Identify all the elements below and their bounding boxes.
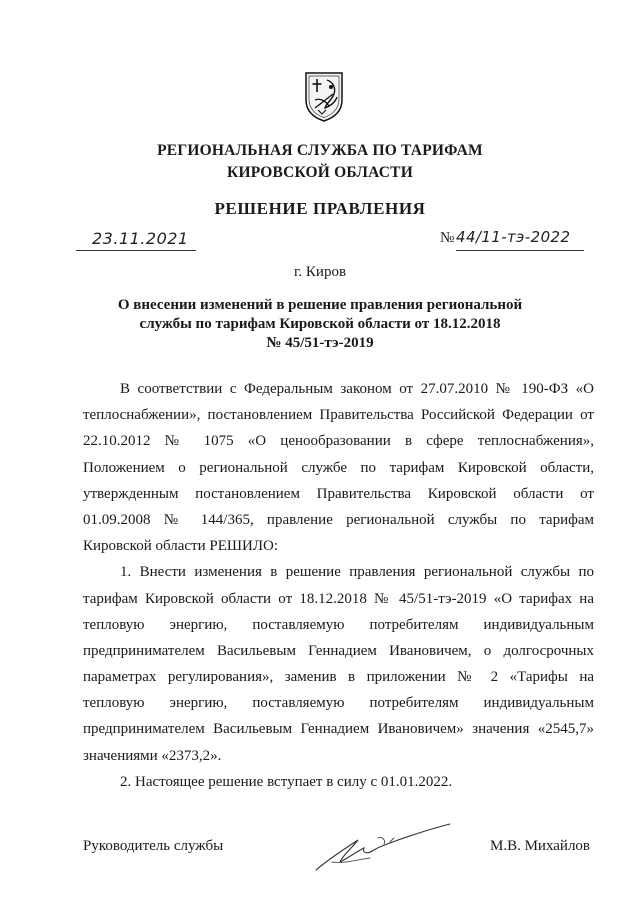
subject-line-3: № 45/51-тэ-2019 (266, 335, 374, 351)
body-line: 2. Настоящее решение вступает в силу с 01.01.2022. (120, 773, 453, 790)
document-body (83, 376, 594, 795)
body-line: параметрах регулирования», заменив в приложении № 2 «Тарифы на (83, 669, 594, 686)
handwritten-signature (312, 818, 454, 878)
body-line: Кировской области РЕШИЛО: (83, 538, 279, 555)
document-type: РЕШЕНИЕ ПРАВЛЕНИЯ (214, 199, 426, 218)
body-line: Положением о региональной службе по тарифам Кировской области, (83, 459, 594, 476)
subject-line-1: О внесении изменений в решение правления региональной (117, 297, 523, 313)
number-sign: № (440, 230, 455, 246)
body-line: 22.10.2012 № 1075 «О ценообразовании в сфере теплоснабжения», (83, 433, 594, 450)
body-line: утвержденным постановлением Правительства Кировской области от (83, 485, 594, 502)
number-underline (456, 250, 584, 251)
body-line: тепловую энергию, поставляемую потребителям индивидуальным (83, 616, 594, 633)
org-name-line-2: КИРОВСКОЙ ОБЛАСТИ (227, 164, 413, 181)
signatory-position: Руководитель службы (83, 838, 224, 854)
date-underline (76, 250, 196, 251)
body-line: 1. Внести изменения в решение правления региональной службы по (120, 564, 594, 581)
body-line: предпринимателем Васильевым Геннадием Ивановичем» значения «2545,7» (83, 721, 594, 738)
city: г. Киров (293, 264, 347, 280)
body-line: тепловую энергию, поставляемую потребителям индивидуальным (83, 695, 594, 712)
document-number: 44/11-тэ-2022 (456, 228, 571, 246)
body-line: В соответствии с Федеральным законом от 27.07.2010 № 190-ФЗ «О (120, 381, 594, 397)
body-line: 01.09.2008 № 144/365, правление региональной службы по тарифам (83, 511, 594, 528)
subject-line-2: службы по тарифам Кировской области от 18.12.2018 (139, 316, 501, 332)
body-line: теплоснабжении», постановлением Правительства Российской Федерации от (83, 407, 594, 424)
org-name-line-1: РЕГИОНАЛЬНАЯ СЛУЖБА ПО ТАРИФАМ (157, 142, 483, 159)
body-line: тарифам Кировской области от 18.12.2018 № 45/51-тэ-2019 «О тарифах на (83, 590, 594, 607)
body-line: предпринимателем Васильевым Геннадием Ивановичем, о долгосрочных (83, 642, 594, 659)
signatory-name: М.В. Михайлов (490, 838, 591, 854)
document-date: 23.11.2021 (92, 229, 189, 248)
coat-of-arms-icon (303, 70, 345, 122)
body-line: значениями «2373,2». (83, 747, 222, 764)
